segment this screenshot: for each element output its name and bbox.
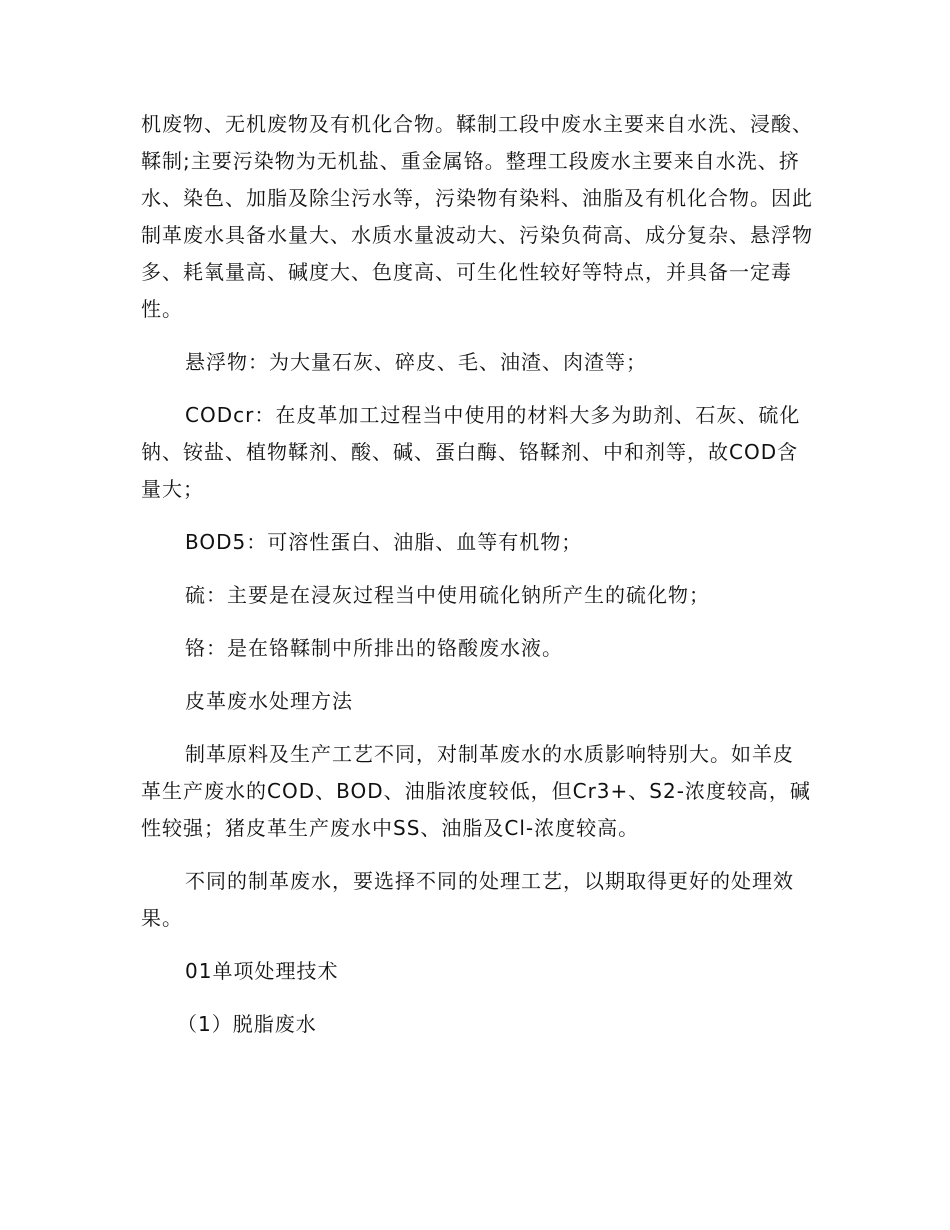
paragraph-chromium: 铬：是在铬鞣制中所排出的铬酸废水液。 (185, 636, 563, 660)
section-heading-single-treatment: 01单项处理技术 (185, 959, 339, 983)
paragraph-process-selection: 不同的制革废水，要选择不同的处理工艺，以期取得更好的处理效果。 (141, 869, 794, 930)
subsection-heading-degreasing-wastewater: （1）脱脂废水 (177, 1012, 317, 1036)
paragraph-waste-characteristics: 机废物、无机废物及有机化合物。鞣制工段中废水主要来自水洗、浸酸、鞣制;主要污染物为无机盐、重金属铬。整理工段废水主要来自水洗、挤水、染色、加脂及除尘污水等，污染物有染料、油脂及有机化合物。因此制革废水具备水量大、水质水量波动大、污染负荷高、成分复杂、悬浮物多、耗氧量高、碱度大、色度高、可生化性较好等特点，并具备一定毒性。 (141, 112, 813, 321)
paragraph-bod5: BOD5：可溶性蛋白、油脂、血等有机物； (185, 530, 583, 554)
paragraph-raw-material-impact: 制革原料及生产工艺不同，对制革废水的水质影响特别大。如羊皮革生产废水的COD、BOD、油脂浓度较低，但Cr3+、S2-浓度较高，碱性较强；猪皮革生产废水中SS、油脂及Cl-浓度较高。 (141, 742, 811, 840)
document-body (141, 106, 813, 1043)
paragraph-suspended-solids: 悬浮物：为大量石灰、碎皮、毛、油渣、肉渣等； (185, 350, 647, 374)
section-heading-treatment-methods: 皮革废水处理方法 (185, 689, 353, 713)
paragraph-codcr: CODcr：在皮革加工过程当中使用的材料大多为助剂、石灰、硫化钠、铵盐、植物鞣剂、酸、碱、蛋白酶、铬鞣剂、中和剂等，故COD含量大； (141, 403, 801, 501)
paragraph-sulfur: 硫：主要是在浸灰过程当中使用硫化钠所产生的硫化物； (185, 583, 710, 607)
